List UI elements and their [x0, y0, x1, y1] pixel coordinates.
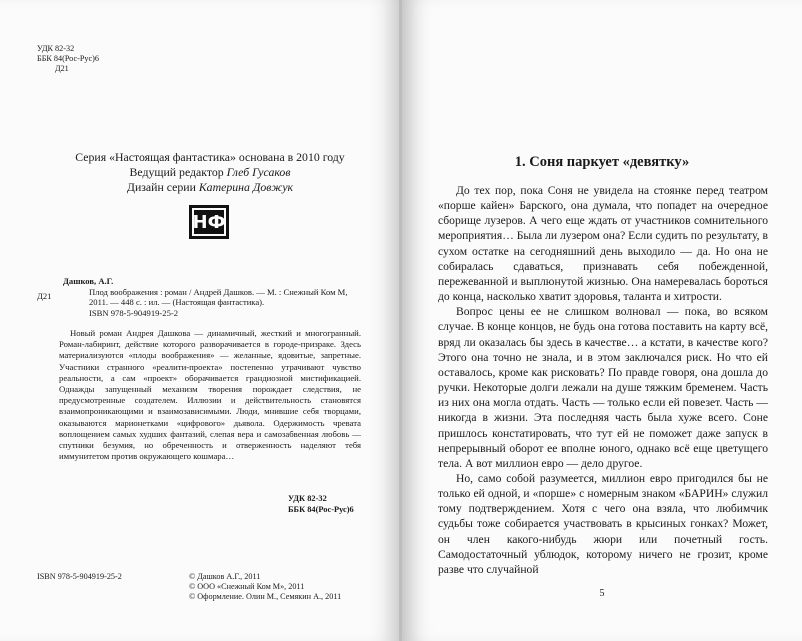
- udk-code: УДК 82-32: [37, 44, 75, 53]
- series-info: [60, 150, 360, 196]
- annotation: [59, 328, 361, 462]
- series-logo-text: НФ: [192, 208, 226, 236]
- designer-name: Катерина Довжук: [198, 180, 294, 195]
- copyright-block: [189, 572, 341, 603]
- paragraph: Вопрос цены ее не слишком волновал — пока, во всяком случае. В конце концов, не будь она готова поставить на карту всё, вряд ли оказалась бы здесь в качестве… а кстати, в качестве кого? Этого она точно не знала, и в этом заключался риск. Но что ей оставалось, кроме как рисковать? По правде говоря, она дошла до ручки. Некоторые долги лежали на душе тяжким бременем. Часть из них она могла отдать. Часть — только если ей повезет. Часть — никогда в жизни. Эта последняя часть была хуже всего. Соне пришлось констатировать, что тут ей не поможет даже запуск в непрерывный оборот ее вполне юного, однако всё еще цветущего тела. А вот миллион евро — дело другое.: [438, 305, 768, 470]
- chapter-title: 1. Соня паркует «девятку»: [514, 154, 690, 170]
- annotation-text: Новый роман Андрея Дашкова — динамичный, жесткий и многогранный. Роман-лабиринт, действие которого разворачивается в городе-призраке. Здесь материализуются «плоды воображения» — желанные, ядовитые, запретные. Участники странного «реалити-проекта» постепенно утрачивают чувство реальности, а сам «проект» оборачивается грандиозной мистификацией. Однажды запущенный механизм творения порождает следствия, не предусмотренные создателем. Иллюзии и действительность становятся взаимопроникающими и взаимозависимыми. Люди, мнившие себя творцами, оказываются марионетками «цифрового» дьявола. Одержимость чревата воплощением самых худших фантазий, слепая вера и самозабвенная любовь — спутники безумия, но обреченность и отверженность наделяют тебя иммунитетом против окружающего кошмара…: [59, 328, 361, 462]
- left-page: [0, 0, 400, 641]
- bottom-classification-codes: [288, 494, 354, 515]
- bbk-code: ББК 84(Рос-Рус)6: [37, 54, 99, 63]
- bibliographic-record: [37, 276, 357, 318]
- chapter-text: [438, 183, 768, 577]
- isbn-line: ISBN 978-5-904919-25-2: [89, 307, 179, 318]
- bibliographic-description: Плод воображения : роман / Андрей Дашков. — М. : Снежный Ком М, 2011. — 448 с. : ил. — (Настоящая фантастика).: [89, 286, 348, 308]
- author-mark-code: Д21: [55, 64, 69, 73]
- author-mark: Д21: [37, 291, 52, 301]
- copyright-line: © Дашков А.Г., 2011: [189, 572, 261, 581]
- bbk-code-bottom: ББК 84(Рос-Рус)6: [288, 504, 354, 514]
- editor-name: Глеб Гусаков: [226, 165, 291, 180]
- isbn-bottom: ISBN 978-5-904919-25-2: [37, 572, 122, 581]
- paragraph: Но, само собой разумеется, миллион евро пригодился бы не только ей одной, и «порше» с номерным знаком «БАРИН» служил тому подтверждением. Хотя с чего она взяла, что любимчик судьбы тоже собирается участвовать в крысиных гонках? Может, он член какого-нибудь жюри или почетный гость. Самодостаточный ублюдок, которому ничего не грозит, кроме разве что случайной: [438, 471, 768, 576]
- series-line: Серия «Настоящая фантастика» основана в 2010 году: [75, 150, 345, 164]
- design-line: Дизайн серии Катерина Довжук: [126, 180, 294, 195]
- copyright-line: © ООО «Снежный Ком М», 2011: [189, 582, 305, 592]
- copyright-line: © Оформление. Олин М., Семякин А., 2011: [189, 592, 342, 602]
- editor-line: Ведущий редактор Глеб Гусаков: [129, 165, 291, 180]
- series-logo: [189, 205, 229, 239]
- author-heading: Дашков, А.Г.: [63, 276, 114, 286]
- top-classification-codes: [37, 44, 99, 74]
- page-number: 5: [599, 588, 605, 599]
- paragraph: До тех пор, пока Соня не увидела на стоянке перед театром «порше кайен» Барского, она думала, что попадет на очередное сборище лузеров. А чего еще ждать от участников сомнительного мероприятия… Была ли лузером она? Если судить по результату, в сухом остатке на сегодняшний день выходило — да. Но она не собиралась сдаваться, признавать себя побежденной, пережеванной и выплюнутой жизнью. Она намеревалась бороться до конца, насколько хватит здоровья, таланта и хитрости.: [438, 184, 768, 304]
- right-page: [402, 0, 802, 641]
- udk-code-bottom: УДК 82-32: [288, 494, 327, 503]
